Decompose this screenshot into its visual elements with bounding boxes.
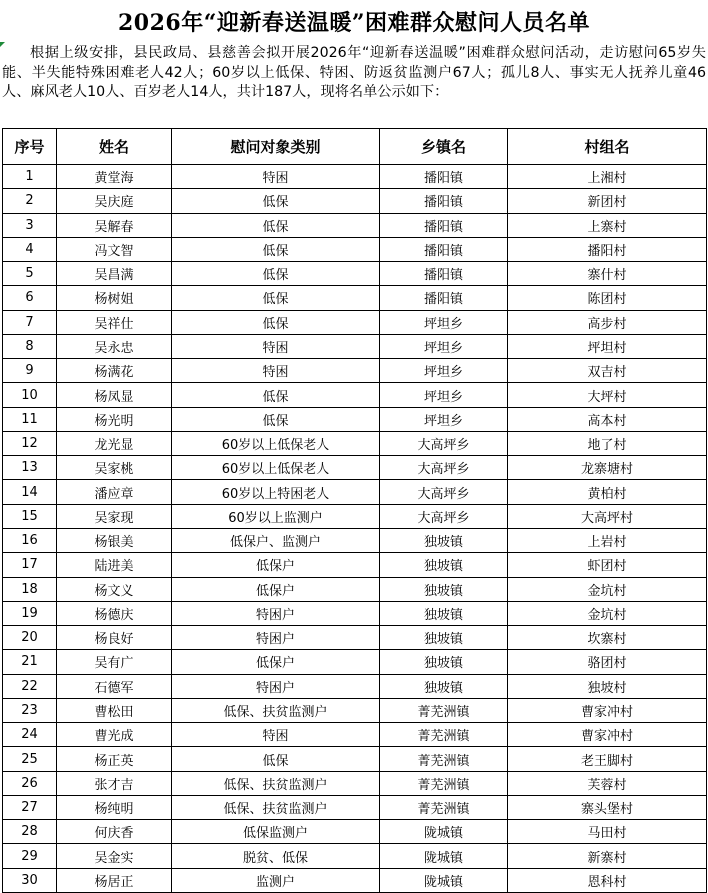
cell-village: 虾团村 [508,553,707,577]
header-township: 乡镇名 [380,129,508,165]
cell-village: 上湘村 [508,165,707,189]
cell-index: 5 [3,262,57,286]
cell-index: 13 [3,456,57,480]
cell-village: 寨什村 [508,262,707,286]
cell-township: 独坡镇 [380,553,508,577]
cell-name: 杨纯明 [57,795,172,819]
cell-category: 低保 [172,286,380,310]
table-row [3,262,707,286]
cell-township: 菁芜洲镇 [380,698,508,722]
cell-index: 29 [3,844,57,868]
cell-township: 大高坪乡 [380,456,508,480]
cell-village: 寨头堡村 [508,795,707,819]
cell-category: 低保、扶贫监测户 [172,795,380,819]
cell-village: 曹家冲村 [508,698,707,722]
cell-name: 杨德庆 [57,601,172,625]
cell-name: 杨满花 [57,359,172,383]
cell-name: 黄堂海 [57,165,172,189]
header-index: 序号 [3,129,57,165]
cell-township: 菁芜洲镇 [380,723,508,747]
cell-village: 地了村 [508,431,707,455]
cell-village: 芙蓉村 [508,771,707,795]
cell-index: 9 [3,359,57,383]
cell-township: 播阳镇 [380,237,508,261]
cell-village: 大坪村 [508,383,707,407]
cell-township: 独坡镇 [380,601,508,625]
cell-category: 60岁以上低保老人 [172,456,380,480]
table-row [3,189,707,213]
cell-category: 脱贫、低保 [172,844,380,868]
table-row [3,334,707,358]
cell-township: 大高坪乡 [380,504,508,528]
cell-village: 陈团村 [508,286,707,310]
cell-index: 1 [3,165,57,189]
cell-township: 菁芜洲镇 [380,795,508,819]
header-name: 姓名 [57,129,172,165]
cell-name: 杨凤显 [57,383,172,407]
cell-village: 恩科村 [508,868,707,892]
cell-township: 播阳镇 [380,165,508,189]
cell-index: 27 [3,795,57,819]
cell-category: 特困户 [172,626,380,650]
cell-category: 低保户 [172,577,380,601]
cell-index: 12 [3,431,57,455]
cell-village: 播阳村 [508,237,707,261]
table-row [3,553,707,577]
header-category: 慰问对象类别 [172,129,380,165]
table-row [3,213,707,237]
cell-category: 低保、扶贫监测户 [172,771,380,795]
cell-township: 独坡镇 [380,674,508,698]
cell-name: 杨文义 [57,577,172,601]
table-row [3,626,707,650]
cell-name: 龙光显 [57,431,172,455]
cell-village: 金坑村 [508,577,707,601]
cell-category: 低保、扶贫监测户 [172,698,380,722]
table-row [3,868,707,892]
cell-name: 吴金实 [57,844,172,868]
cell-township: 陇城镇 [380,868,508,892]
cell-township: 独坡镇 [380,577,508,601]
cell-township: 播阳镇 [380,286,508,310]
cell-township: 菁芜洲镇 [380,771,508,795]
cell-township: 陇城镇 [380,844,508,868]
cell-township: 坪坦乡 [380,334,508,358]
cell-index: 26 [3,771,57,795]
cell-category: 低保 [172,237,380,261]
cell-index: 17 [3,553,57,577]
cell-name: 吴祥仕 [57,310,172,334]
cell-name: 吴昌满 [57,262,172,286]
cell-name: 吴永忠 [57,334,172,358]
cell-name: 吴家桃 [57,456,172,480]
cell-category: 低保 [172,747,380,771]
cell-township: 大高坪乡 [380,431,508,455]
table-row [3,165,707,189]
cell-category: 低保 [172,407,380,431]
table-row [3,480,707,504]
cell-township: 菁芜洲镇 [380,747,508,771]
cell-name: 吴有广 [57,650,172,674]
cell-village: 骆团村 [508,650,707,674]
cell-category: 低保 [172,213,380,237]
cell-village: 新寨村 [508,844,707,868]
cell-category: 特困户 [172,601,380,625]
table-row [3,383,707,407]
cell-index: 16 [3,528,57,552]
table-row [3,237,707,261]
table-row [3,650,707,674]
table-body [3,165,707,893]
cell-township: 播阳镇 [380,262,508,286]
cell-name: 吴庆庭 [57,189,172,213]
cell-village: 马田村 [508,820,707,844]
cell-index: 4 [3,237,57,261]
cell-name: 杨光明 [57,407,172,431]
cell-category: 特困 [172,165,380,189]
table-row [3,601,707,625]
cell-township: 独坡镇 [380,528,508,552]
page-title: 2026年“迎新春送温暖”困难群众慰问人员名单 [117,9,591,36]
cell-village: 上寨村 [508,213,707,237]
cell-village: 曹家冲村 [508,723,707,747]
table-row [3,577,707,601]
cell-village: 坎寨村 [508,626,707,650]
cell-township: 播阳镇 [380,189,508,213]
table-row [3,795,707,819]
cell-index: 14 [3,480,57,504]
cell-category: 低保户 [172,650,380,674]
table-header-row [3,129,707,165]
cell-village: 高步村 [508,310,707,334]
cell-index: 7 [3,310,57,334]
table-row [3,771,707,795]
intro-paragraph: 根据上级安排，县民政局、县慈善会拟开展2026年“迎新春送温暖”困难群众慰问活动，走访慰问65岁失能、半失能特殊困难老人42人；60岁以上低保、特困、防返贫监测户67人；孤儿8人、事实无人抚养儿童46人、麻风老人10人、百岁老人14人，共计187人，现将名单公示如下： [2,45,706,100]
table-row [3,747,707,771]
cell-index: 6 [3,286,57,310]
cell-index: 23 [3,698,57,722]
table-row [3,723,707,747]
cell-category: 低保 [172,310,380,334]
cell-index: 3 [3,213,57,237]
cell-name: 曹光成 [57,723,172,747]
table-row [3,698,707,722]
cell-village: 坪坦村 [508,334,707,358]
cell-township: 播阳镇 [380,213,508,237]
cell-township: 坪坦乡 [380,407,508,431]
table-row [3,431,707,455]
cell-index: 21 [3,650,57,674]
cell-category: 低保 [172,383,380,407]
cell-township: 独坡镇 [380,626,508,650]
cell-township: 独坡镇 [380,650,508,674]
cell-index: 24 [3,723,57,747]
cell-category: 低保 [172,262,380,286]
cell-village: 上岩村 [508,528,707,552]
cell-category: 低保户 [172,553,380,577]
table-row [3,286,707,310]
cell-village: 大高坪村 [508,504,707,528]
cell-index: 2 [3,189,57,213]
cell-index: 18 [3,577,57,601]
cell-category: 60岁以上低保老人 [172,431,380,455]
cell-village: 双吉村 [508,359,707,383]
cell-category: 低保监测户 [172,820,380,844]
cell-index: 30 [3,868,57,892]
cell-index: 25 [3,747,57,771]
cell-name: 曹松田 [57,698,172,722]
cell-index: 19 [3,601,57,625]
cell-index: 28 [3,820,57,844]
cell-index: 10 [3,383,57,407]
cell-category: 低保户、监测户 [172,528,380,552]
cell-index: 11 [3,407,57,431]
cell-category: 60岁以上特困老人 [172,480,380,504]
cell-village: 龙寨塘村 [508,456,707,480]
cell-category: 特困 [172,334,380,358]
cell-village: 新团村 [508,189,707,213]
cell-name: 杨良好 [57,626,172,650]
table-row [3,844,707,868]
table-row [3,820,707,844]
cell-township: 陇城镇 [380,820,508,844]
table-row [3,528,707,552]
cell-category: 特困 [172,723,380,747]
cell-name: 吴解春 [57,213,172,237]
cell-name: 杨树姐 [57,286,172,310]
cell-name: 杨银美 [57,528,172,552]
cell-name: 杨居正 [57,868,172,892]
cell-index: 20 [3,626,57,650]
cell-village: 金坑村 [508,601,707,625]
cell-name: 冯文智 [57,237,172,261]
cell-township: 坪坦乡 [380,359,508,383]
table-row [3,674,707,698]
cell-township: 坪坦乡 [380,383,508,407]
cell-township: 坪坦乡 [380,310,508,334]
cell-township: 大高坪乡 [380,480,508,504]
cell-category: 特困户 [172,674,380,698]
table-row [3,407,707,431]
cell-category: 特困 [172,359,380,383]
cell-village: 独坡村 [508,674,707,698]
cell-name: 何庆香 [57,820,172,844]
cell-name: 石德军 [57,674,172,698]
table-row [3,504,707,528]
cell-index: 22 [3,674,57,698]
cell-name: 陆进美 [57,553,172,577]
cell-index: 15 [3,504,57,528]
table-row [3,359,707,383]
cell-name: 吴家现 [57,504,172,528]
cell-village: 黄柏村 [508,480,707,504]
cell-category: 低保 [172,189,380,213]
cell-category: 60岁以上监测户 [172,504,380,528]
recipient-table [2,128,707,893]
cell-village: 高本村 [508,407,707,431]
table-row [3,310,707,334]
header-village: 村组名 [508,129,707,165]
cell-village: 老王脚村 [508,747,707,771]
cell-name: 潘应章 [57,480,172,504]
table-row [3,456,707,480]
cell-name: 杨正英 [57,747,172,771]
cell-category: 监测户 [172,868,380,892]
cell-name: 张才吉 [57,771,172,795]
cell-index: 8 [3,334,57,358]
